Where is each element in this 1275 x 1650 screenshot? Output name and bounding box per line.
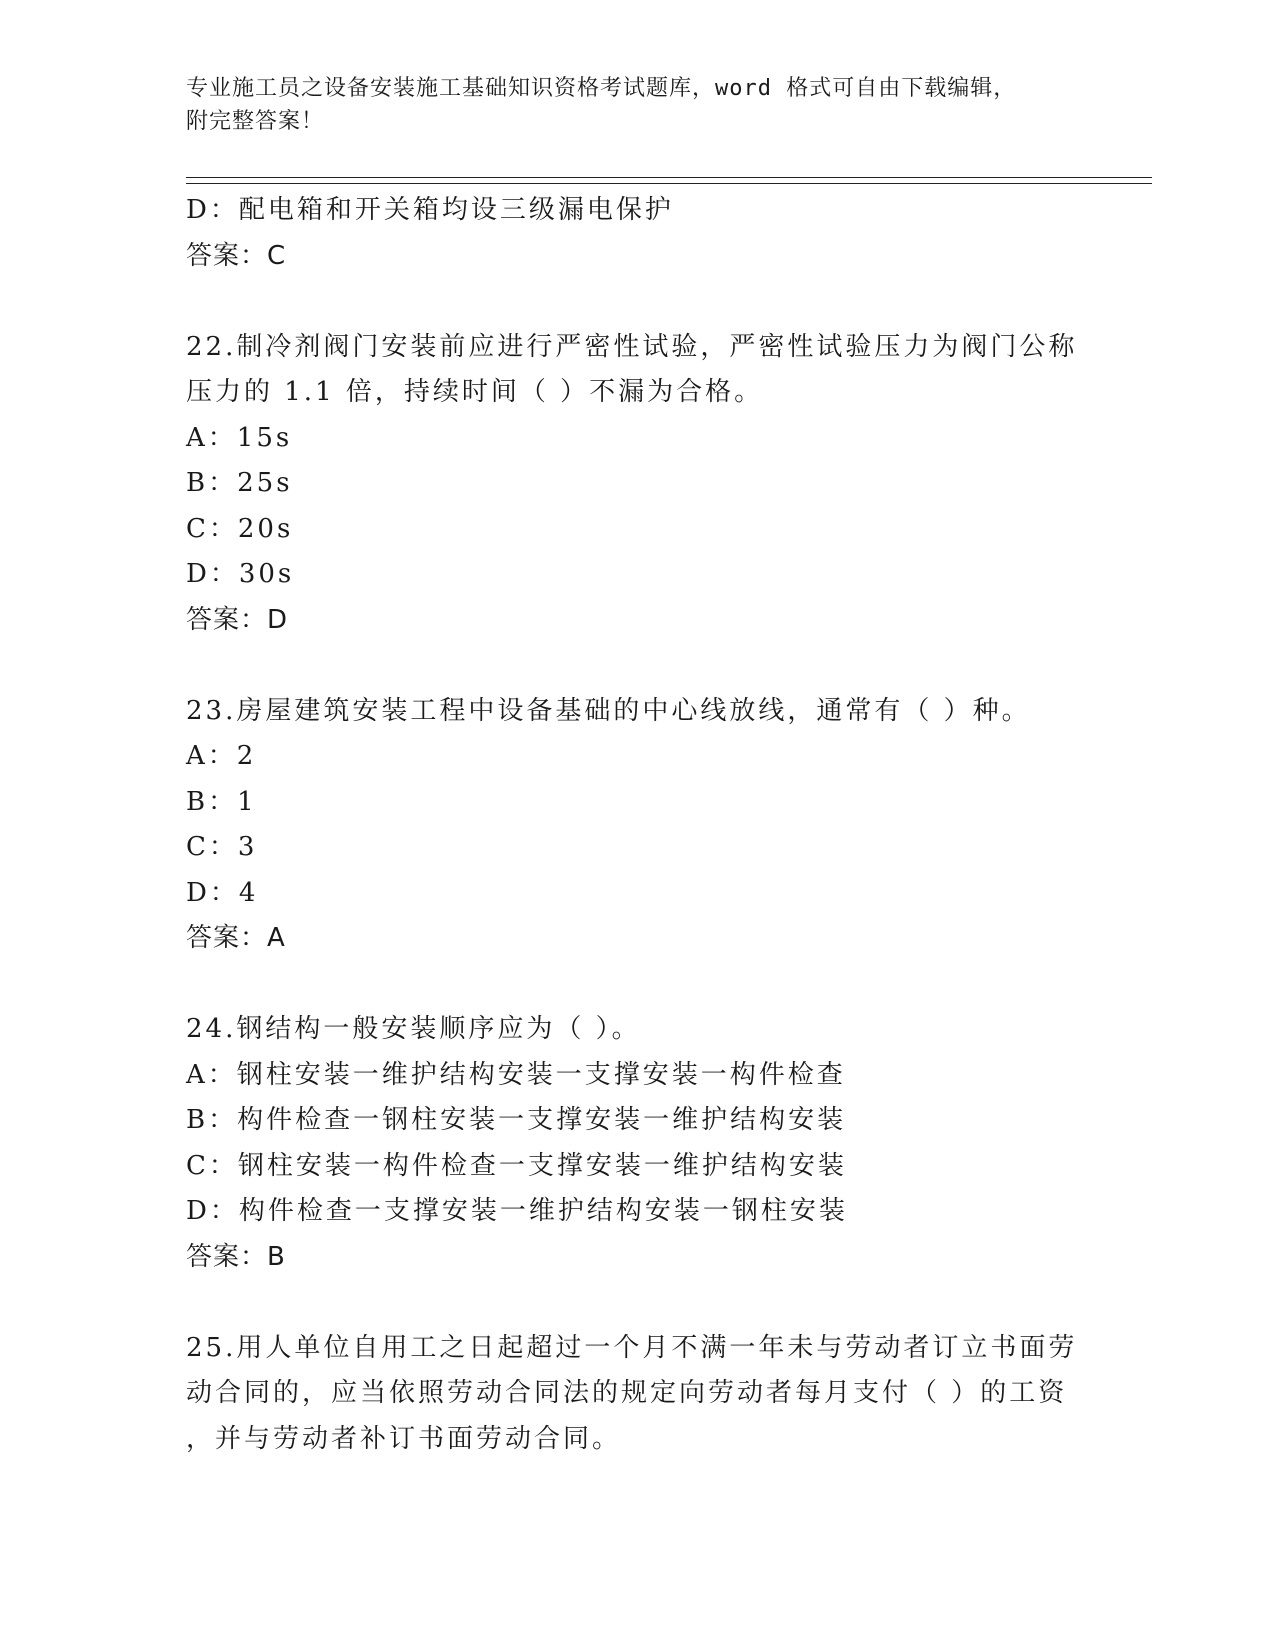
question-content [186,188,1086,1462]
option-line: C：20s [186,513,294,544]
question-line: D：配电箱和开关箱均设三级漏电保护 [186,195,674,225]
option-line: A：钢柱安装一维护结构安装一支撑安装一构件检查 [186,1059,846,1090]
option-line: D：30s [186,559,295,589]
option-line: B：1 [186,786,257,817]
question-block [186,1326,1086,1463]
question-line: ，并与劳动者补订书面劳动合同。 [186,1423,622,1454]
header-rule-bottom [186,183,1152,184]
question-block [186,1007,1086,1280]
option-line: A：15s [186,422,293,453]
question-line: 压力的 1.1 倍，持续时间（ ）不漏为合格。 [186,377,764,407]
question-line: 动合同的，应当依照劳动合同法的规定向劳动者每月支付（ ）的工资 [186,1378,1068,1408]
block-spacer [186,643,1086,689]
question-block [186,188,1086,279]
header-rule-top [186,177,1152,178]
header-line-2: 附完整答案！ [186,109,325,134]
option-line: D：4 [186,877,259,908]
question-line: 22.制冷剂阀门安装前应进行严密性试验，严密性试验压力为阀门公称 [186,331,1078,362]
block-spacer [186,962,1086,1008]
option-line: B：25s [186,468,293,498]
question-block [186,325,1086,644]
question-block [186,689,1086,962]
header-line-1: 专业施工员之设备安装施工基础知识资格考试题库，word 格式可自由下载编辑， [186,76,1017,101]
option-line: D：构件检查一支撑安装一维护结构安装一钢柱安装 [186,1196,848,1226]
answer-line: 答案：A [186,923,286,953]
answer-line: 答案：D [186,604,289,635]
answer-line: 答案：B [186,1241,286,1272]
option-line: C：钢柱安装一构件检查一支撑安装一维护结构安装 [186,1150,847,1181]
block-spacer [186,1280,1086,1326]
block-spacer [186,279,1086,325]
document-header [186,72,1086,138]
option-line: B：构件检查一钢柱安装一支撑安装一维护结构安装 [186,1105,847,1135]
question-line: 24.钢结构一般安装顺序应为（ ）。 [186,1014,641,1044]
answer-line: 答案：C [186,240,287,271]
option-line: C：3 [186,832,258,862]
option-line: A：2 [186,741,257,771]
question-line: 25.用人单位自用工之日起超过一个月不满一年未与劳动者订立书面劳 [186,1332,1078,1363]
question-line: 23.房屋建筑安装工程中设备基础的中心线放线，通常有（ ）种。 [186,695,1031,726]
